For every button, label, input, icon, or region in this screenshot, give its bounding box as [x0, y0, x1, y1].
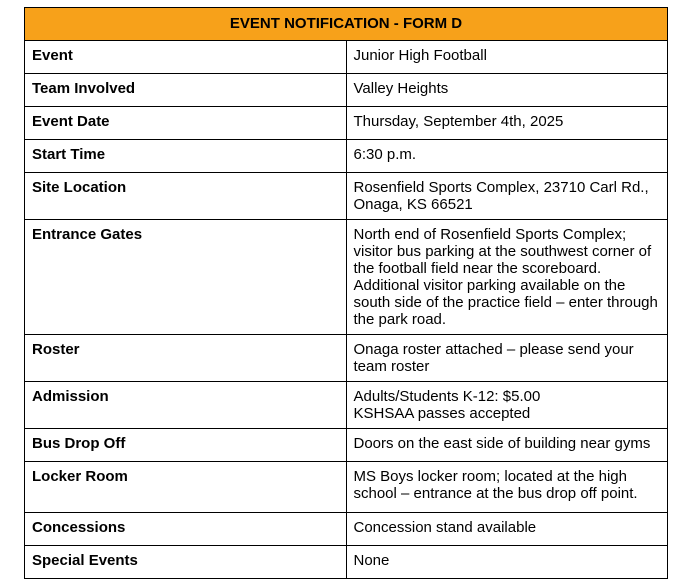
roster-label: Roster [25, 335, 347, 382]
form-title: EVENT NOTIFICATION - FORM D [25, 8, 668, 41]
event-date-value: Thursday, September 4th, 2025 [346, 107, 668, 140]
table-row-admission [25, 382, 668, 429]
table-row-bus-drop-off [25, 429, 668, 462]
table-row-special-events [25, 546, 668, 579]
entrance-gates-value: North end of Rosenfield Sports Complex; visitor bus parking at the southwest corner of the football field near the scoreboard. Additional visitor parking available on the south side of the practice field – enter through the park road. [346, 220, 668, 335]
entrance-gates-label: Entrance Gates [25, 220, 347, 335]
special-events-value: None [346, 546, 668, 579]
start-time-value: 6:30 p.m. [346, 140, 668, 173]
event-value: Junior High Football [346, 41, 668, 74]
team-involved-value: Valley Heights [346, 74, 668, 107]
table-row-roster [25, 335, 668, 382]
bus-drop-off-value: Doors on the east side of building near gyms [346, 429, 668, 462]
table-row-entrance-gates [25, 220, 668, 335]
bus-drop-off-label: Bus Drop Off [25, 429, 347, 462]
concessions-value: Concession stand available [346, 513, 668, 546]
table-row-locker-room [25, 462, 668, 513]
table-row-event [25, 41, 668, 74]
start-time-label: Start Time [25, 140, 347, 173]
locker-room-label: Locker Room [25, 462, 347, 513]
event-date-label: Event Date [25, 107, 347, 140]
admission-label: Admission [25, 382, 347, 429]
form-header-row [25, 8, 668, 41]
table-row-event-date [25, 107, 668, 140]
event-label: Event [25, 41, 347, 74]
team-involved-label: Team Involved [25, 74, 347, 107]
site-location-value: Rosenfield Sports Complex, 23710 Carl Rd., Onaga, KS 66521 [346, 173, 668, 220]
admission-fee-text: Adults/Students K-12: $5.00 [353, 388, 541, 405]
concessions-label: Concessions [25, 513, 347, 546]
table-row-start-time [25, 140, 668, 173]
special-events-label: Special Events [25, 546, 347, 579]
admission-pass-note: KSHSAA passes accepted [353, 405, 531, 422]
admission-value-cell [346, 382, 668, 429]
site-location-label: Site Location [25, 173, 347, 220]
roster-value: Onaga roster attached – please send your team roster [346, 335, 668, 382]
event-notification-form [24, 7, 668, 579]
table-row-concessions [25, 513, 668, 546]
table-row-site-location [25, 173, 668, 220]
table-row-team-involved [25, 74, 668, 107]
locker-room-value: MS Boys locker room; located at the high school – entrance at the bus drop off point. [346, 462, 668, 513]
